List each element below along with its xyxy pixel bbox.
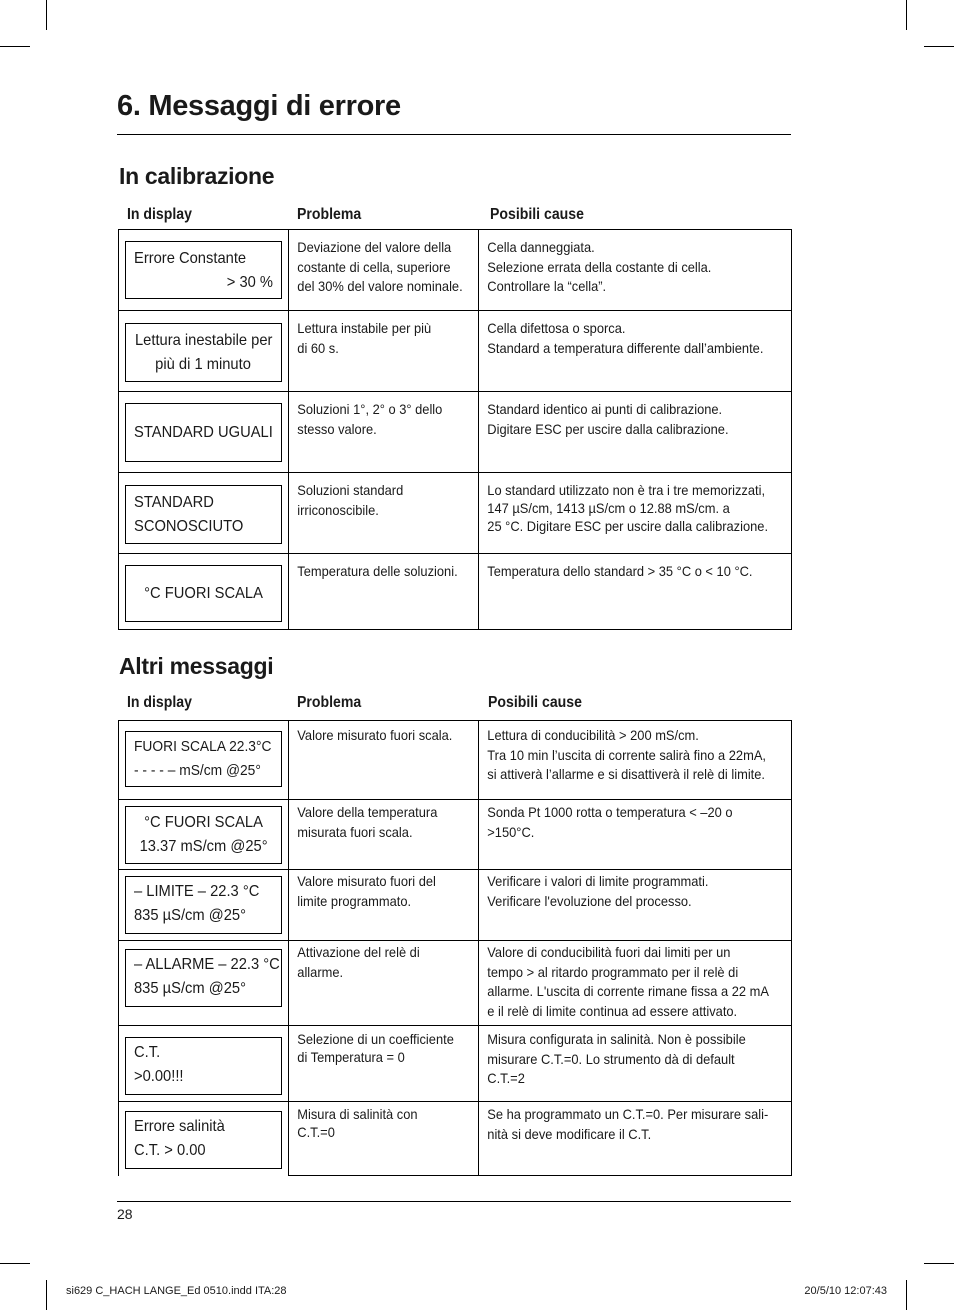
column-header-problema: Problema bbox=[297, 694, 362, 711]
text-line: misurata fuori scala. bbox=[297, 823, 413, 840]
column-header-display: In display bbox=[127, 206, 192, 223]
lcd-line: >0.00!!! bbox=[134, 1068, 184, 1085]
text-line: Temperatura dello standard > 35 °C o < 10 °C. bbox=[487, 563, 753, 579]
text-line: Valore misurato fuori del bbox=[297, 873, 436, 889]
text-line: di 60 s. bbox=[297, 339, 339, 356]
table-row bbox=[119, 800, 792, 870]
lcd-line: 13.37 mS/cm @25° bbox=[139, 838, 268, 855]
title-rule bbox=[117, 134, 791, 135]
text-line: Valore di conducibilità fuori dai limiti per un bbox=[487, 944, 731, 960]
text-line: Se ha programmato un C.T.=0. Per misurare sali- bbox=[487, 1106, 769, 1122]
lcd-line: 835 µS/cm @25° bbox=[134, 980, 246, 997]
table-row bbox=[119, 941, 792, 1026]
text-line: Lettura instabile per più bbox=[297, 320, 432, 336]
lcd-line: – LIMITE – 22.3 °C bbox=[134, 883, 260, 900]
footer-rule bbox=[117, 1201, 791, 1202]
text-line: Lo standard utilizzato non è tra i tre memorizzati, bbox=[487, 482, 766, 498]
crop-mark bbox=[0, 46, 30, 47]
lcd-line: Lettura inestabile per bbox=[134, 331, 273, 349]
display-cell bbox=[119, 870, 289, 941]
text-line: C.T.=0 bbox=[297, 1124, 335, 1140]
cause-cell bbox=[479, 392, 792, 473]
cause-cell bbox=[479, 230, 792, 311]
problem-cell bbox=[289, 1102, 479, 1176]
lcd-display bbox=[125, 806, 282, 864]
crop-mark bbox=[0, 1263, 30, 1264]
table-row bbox=[119, 870, 792, 941]
crop-mark bbox=[46, 0, 47, 30]
display-cell bbox=[119, 311, 289, 392]
text-line: Cella danneggiata. bbox=[487, 239, 595, 255]
section-heading-calibrazione: In calibrazione bbox=[119, 163, 275, 189]
problem-cell bbox=[289, 1026, 479, 1102]
problem-cell bbox=[289, 392, 479, 473]
column-header-display: In display bbox=[127, 694, 192, 711]
text-line: misurare C.T.=0. Lo strumento dà di default bbox=[487, 1050, 735, 1067]
problem-cell bbox=[289, 473, 479, 554]
lcd-line: STANDARD UGUALI bbox=[134, 423, 273, 441]
text-line: Valore misurato fuori scala. bbox=[297, 727, 453, 743]
column-header-problema: Problema bbox=[297, 206, 362, 223]
cause-cell bbox=[479, 1102, 792, 1176]
text-line: Controllare la “cella”. bbox=[487, 278, 607, 294]
text-line: Verificare l'evoluzione del processo. bbox=[487, 892, 692, 909]
calibration-error-table bbox=[118, 229, 792, 630]
lcd-line: più di 1 minuto bbox=[155, 355, 252, 373]
lcd-line: Errore salinità bbox=[134, 1118, 225, 1135]
text-line: Temperatura delle soluzioni. bbox=[297, 563, 458, 579]
text-line: Cella difettosa o sporca. bbox=[487, 320, 626, 336]
display-cell bbox=[119, 721, 289, 800]
text-line: Tra 10 min l’uscita di corrente salirà fino a 22mA, bbox=[487, 746, 766, 763]
text-line: Digitare ESC per uscire dalla calibrazione. bbox=[487, 420, 729, 437]
text-line: Misura configurata in salinità. Non è possibile bbox=[487, 1031, 746, 1047]
table-row bbox=[119, 554, 792, 630]
problem-cell bbox=[289, 721, 479, 800]
text-line: Verificare i valori di limite programmati. bbox=[487, 873, 709, 889]
table-row bbox=[119, 1102, 792, 1176]
lcd-display bbox=[125, 876, 282, 934]
text-line: allarme. L'uscita di corrente rimane fissa a 22 mA bbox=[487, 983, 769, 999]
crop-mark bbox=[924, 46, 954, 47]
cause-cell bbox=[479, 721, 792, 800]
cause-cell bbox=[479, 554, 792, 630]
lcd-line: STANDARD bbox=[134, 494, 214, 511]
problem-cell bbox=[289, 311, 479, 392]
cause-cell bbox=[479, 941, 792, 1026]
text-line: si attiverà l’allarme e si disattiverà il relè di limite. bbox=[487, 766, 766, 782]
text-line: e il relè di limite continua ad essere attivato. bbox=[487, 1002, 738, 1019]
problem-cell bbox=[289, 230, 479, 311]
lcd-line: Errore Constante bbox=[134, 250, 247, 267]
slug-timestamp: 20/5/10 12:07:43 bbox=[804, 1285, 887, 1297]
display-cell bbox=[119, 473, 289, 554]
page-title: 6. Messaggi di errore bbox=[117, 90, 401, 122]
cause-cell bbox=[479, 870, 792, 941]
problem-cell bbox=[289, 800, 479, 870]
text-line: Selezione di un coefficiente bbox=[297, 1031, 454, 1047]
text-line: Soluzioni standard bbox=[297, 482, 404, 498]
display-cell bbox=[119, 1102, 289, 1176]
display-cell bbox=[119, 554, 289, 630]
text-line: Selezione errata della costante di cella. bbox=[487, 258, 712, 275]
display-cell bbox=[119, 1026, 289, 1102]
text-line: Sonda Pt 1000 rotta o temperatura < –20 o bbox=[487, 804, 733, 820]
table-row bbox=[119, 311, 792, 392]
cause-cell bbox=[479, 800, 792, 870]
text-line: irriconoscibile. bbox=[297, 501, 379, 518]
text-line: Valore della temperatura bbox=[297, 804, 438, 820]
lcd-display bbox=[125, 1111, 282, 1169]
lcd-display bbox=[125, 565, 282, 622]
text-line: limite programmato. bbox=[297, 892, 412, 909]
lcd-display bbox=[125, 949, 282, 1007]
crop-mark bbox=[46, 1280, 47, 1310]
table-row bbox=[119, 473, 792, 554]
text-line: 25 °C. Digitare ESC per uscire dalla calibrazione. bbox=[487, 518, 769, 534]
lcd-display bbox=[125, 241, 282, 299]
table-row bbox=[119, 1026, 792, 1102]
slug-file-info: si629 C_HACH LANGE_Ed 0510.indd ITA:28 bbox=[66, 1285, 287, 1297]
column-header-cause: Posibili cause bbox=[488, 694, 582, 711]
display-cell bbox=[119, 941, 289, 1026]
text-line: Standard a temperatura differente dall’ambiente. bbox=[487, 339, 764, 356]
text-line: Standard identico ai punti di calibrazione. bbox=[487, 401, 723, 417]
text-line: Deviazione del valore della bbox=[297, 239, 452, 255]
lcd-line: 835 µS/cm @25° bbox=[134, 907, 246, 924]
column-header-cause: Posibili cause bbox=[490, 206, 584, 223]
text-line: tempo > al ritardo programmato per il relè di bbox=[487, 963, 739, 980]
problem-cell bbox=[289, 941, 479, 1026]
lcd-line: °C FUORI SCALA bbox=[144, 814, 263, 831]
display-cell bbox=[119, 230, 289, 311]
text-line: nità si deve modificare il C.T. bbox=[487, 1125, 652, 1142]
other-messages-table bbox=[118, 720, 792, 1176]
problem-cell bbox=[289, 554, 479, 630]
lcd-display bbox=[125, 323, 282, 382]
table-row bbox=[119, 392, 792, 473]
section-heading-altri: Altri messaggi bbox=[119, 653, 274, 679]
text-line: Soluzioni 1°, 2° o 3° dello bbox=[297, 401, 443, 417]
text-line: >150°C. bbox=[487, 823, 535, 840]
text-line: di Temperatura = 0 bbox=[297, 1049, 405, 1065]
lcd-line: C.T. > 0.00 bbox=[134, 1142, 206, 1159]
text-line: del 30% del valore nominale. bbox=[297, 278, 463, 294]
lcd-display bbox=[125, 403, 282, 462]
text-line: costante di cella, superiore bbox=[297, 258, 451, 275]
lcd-display bbox=[125, 485, 282, 544]
text-line: Attivazione del relè di bbox=[297, 944, 420, 960]
table-row bbox=[119, 721, 792, 800]
lcd-line: – ALLARME – 22.3 °C bbox=[134, 956, 280, 973]
crop-mark bbox=[924, 1263, 954, 1264]
crop-mark bbox=[906, 1280, 907, 1310]
lcd-display bbox=[125, 1037, 282, 1095]
cause-cell bbox=[479, 1026, 792, 1102]
lcd-line: C.T. bbox=[134, 1044, 161, 1061]
cause-cell bbox=[479, 473, 792, 554]
problem-cell bbox=[289, 870, 479, 941]
page-number: 28 bbox=[117, 1206, 133, 1222]
text-line: 147 µS/cm, 1413 µS/cm o 12.88 mS/cm. a bbox=[487, 500, 730, 516]
lcd-line: °C FUORI SCALA bbox=[144, 584, 263, 602]
cause-cell bbox=[479, 311, 792, 392]
text-line: Lettura di conducibilità > 200 mS/cm. bbox=[487, 727, 699, 743]
lcd-line: SCONOSCIUTO bbox=[134, 518, 244, 535]
crop-mark bbox=[906, 0, 907, 30]
text-line: C.T.=2 bbox=[487, 1070, 525, 1086]
lcd-line: > 30 % bbox=[226, 274, 273, 291]
text-line: allarme. bbox=[297, 963, 344, 980]
display-cell bbox=[119, 392, 289, 473]
text-line: stesso valore. bbox=[297, 420, 377, 437]
display-cell bbox=[119, 800, 289, 870]
lcd-display bbox=[125, 731, 282, 787]
text-line: Misura di salinità con bbox=[297, 1106, 418, 1122]
lcd-line: - - - - – mS/cm @25° bbox=[134, 762, 261, 779]
lcd-line: FUORI SCALA 22.3°C bbox=[134, 738, 272, 755]
table-row bbox=[119, 230, 792, 311]
